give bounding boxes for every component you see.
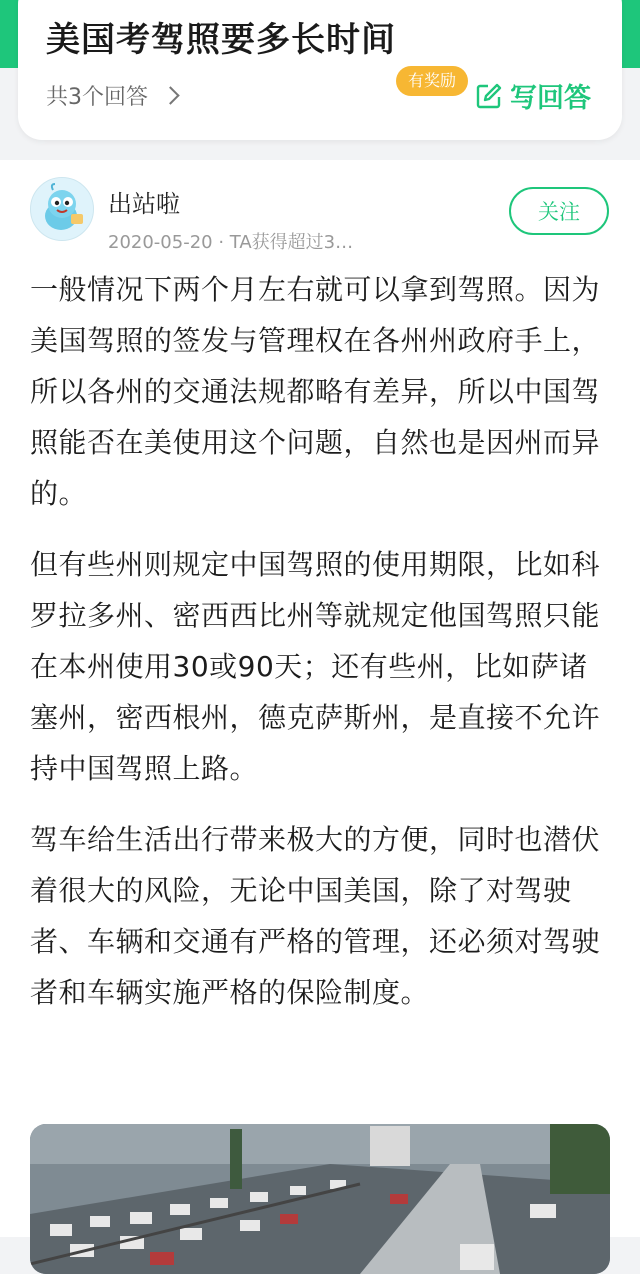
answer-card (0, 160, 640, 1237)
question-title: 美国考驾照要多长时间 (46, 20, 396, 60)
highway-traffic-image (30, 1124, 610, 1274)
write-answer-label: 写回答 (510, 83, 591, 114)
author-name[interactable]: 出站啦 (108, 190, 180, 218)
answer-paragraph: 但有些州则规定中国驾照的使用期限，比如科罗拉多州、密西西比州等就规定他国驾照只能在本州使用30或90天；还有些州，比如萨诸塞州，密西根州，德克萨斯州，是直接不允许持中国驾照上路。 (30, 548, 601, 785)
write-answer-button[interactable] (476, 76, 591, 115)
avatar[interactable] (30, 177, 94, 241)
answer-paragraph: 驾车给生活出行带来极大的方便，同时也潜伏着很大的风险，无论中国美国，除了对驾驶者、车辆和交通有严格的管理，还必须对驾驶者和车辆实施严格的保险制度。 (30, 823, 601, 1009)
answer-meta: 2020-05-20 · TA获得超过3… (108, 232, 354, 253)
traffic-photo[interactable] (30, 1124, 610, 1274)
chevron-right-icon (161, 86, 179, 104)
answer-paragraph: 一般情况下两个月左右就可以拿到驾照。因为美国驾照的签发与管理权在各州州政府手上，所以各州的交通法规都略有差异，所以中国驾照能否在美使用这个问题，自然也是因州而异的。 (30, 273, 601, 510)
question-card (18, 0, 622, 140)
edit-icon (476, 83, 502, 109)
answer-count-label: 共3个回答 (46, 85, 148, 110)
follow-button[interactable]: 关注 (509, 187, 609, 235)
answer-content (30, 264, 612, 1038)
avatar-mascot-icon (31, 178, 93, 240)
answer-count-link[interactable] (46, 80, 177, 111)
header-background-right (620, 0, 640, 68)
reward-badge: 有奖励 (396, 66, 468, 96)
header-background-left (0, 0, 20, 68)
